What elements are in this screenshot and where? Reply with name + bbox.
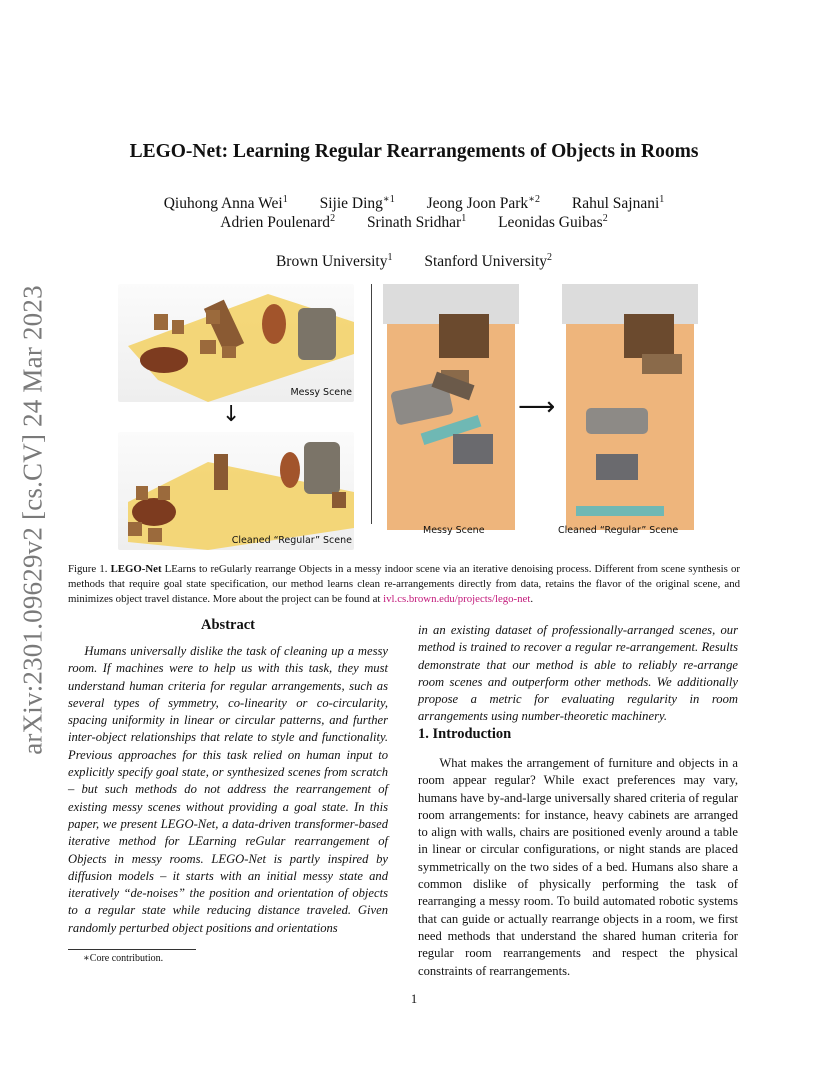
cleaned-scene-3d-render xyxy=(558,284,698,536)
author: Adrien Poulenard$^2$ xyxy=(220,213,336,232)
section-heading: 1. Introduction xyxy=(418,726,512,742)
introduction-text: What makes the arrangement of furniture and objects in a room appear regular? While exact preferences may vary, humans have by-and-large universally shared criteria of regular room arrangements: for instance, heavy cabinets are arranged to align with walls, chairs are positioned evenly around a table in linear or circular configurations, or night stands are placed symmetrically on the two sides of a bed. Humans also share a common dislike of physically performing the task of rearranging a messy room. To build automated robotic systems that can guide or actually rearrange objects in a room, we first need methods that understand the shared human criteria for regular room rearrangements and respect the physical constraints of rearrangements. xyxy=(418,756,738,978)
paper-title: LEGO-Net: Learning Regular Rearrangements of Objects in Rooms xyxy=(129,141,699,162)
figure-divider xyxy=(371,284,372,524)
cleaned-room-illustration xyxy=(562,284,698,532)
author: Srinath Sridhar$^1$ xyxy=(366,213,467,232)
cleaned-scene-label: Cleaned “Regular” Scene xyxy=(558,525,679,536)
footnote-rule xyxy=(68,949,196,950)
figure-1 xyxy=(118,284,712,554)
abstract-heading: Abstract xyxy=(201,617,255,633)
arxiv-identifier: arXiv:2301.09629v2 [cs.CV] 24 Mar 2023 xyxy=(17,285,48,755)
project-link[interactable]: ivl.cs.brown.edu/projects/lego-net xyxy=(383,593,531,605)
messy-scene-label: Messy Scene xyxy=(290,387,352,398)
abstract-text: Humans universally dislike the task of cleaning up a messy room. If machines were to help us with this task, they must understand human criteria for regular arrangements, such as several types of symmetry, co-linearity or co-circularity, spacing uniformity in linear or circular patterns, and further inter-object relationships that relate to style and functionality. Previous approaches for this task relied on human input to explicitly specify goal state, or synthesized scenes from scratch – but such methods do not address the rearrangement of existing messy scenes without providing a goal state. In this paper, we present LEGO-Net, a data-driven transformer-based iterative method for LEarning reGular rearrangement of Objects in messy rooms. LEGO-Net is partly inspired by diffusion models – it starts with an initial messy state and iteratively “de-noises” the position and orientation of objects to a regular state while reducing distance traveled. Given randomly perturbed object positions and orientations xyxy=(68,644,388,935)
abstract-continued: in an existing dataset of professionally-arranged scenes, our method is trained to recover a regular re-arrangement. Results demonstrate that our method is able to reliably re-arrange room scenes and outperform other methods. We additionally propose a metric for evaluating regularity in room arrangements using number-theoretic machinery. xyxy=(418,623,738,724)
cleaned-scene-topdown-render xyxy=(118,432,354,550)
authors-line-2 xyxy=(0,213,828,232)
author: Leonidas Guibas$^2$ xyxy=(498,213,608,232)
messy-scene-label: Messy Scene xyxy=(423,525,485,536)
arxiv-sidebar-stamp xyxy=(17,280,48,760)
cleaned-scene-label: Cleaned “Regular” Scene xyxy=(231,535,352,546)
page-number: 1 xyxy=(410,992,418,1006)
cleaned-scene-illustration xyxy=(118,432,354,550)
footnote: ∗Core contribution. xyxy=(83,953,164,964)
affiliations xyxy=(0,252,828,271)
messy-scene-illustration xyxy=(118,284,354,402)
affiliation: Brown University$^1$ xyxy=(275,252,393,271)
affiliation: Stanford University$^2$ xyxy=(424,252,553,271)
figure-caption: Figure 1. LEGO-Net LEarns to reGularly rearrange Objects in a messy indoor scene via an iterative denoising process. Different from scene synthesis or methods that require goal state specification, our method learns clean re-arrangements directly from data, retains the flavor of the original scene, and minimizes object travel distance. More about the project can be found at ivl.cs.brown.edu/projects/lego-net. xyxy=(68,563,741,605)
author: Qiuhong Anna Wei$^1$ xyxy=(163,194,288,213)
messy-scene-3d-render xyxy=(383,284,519,536)
authors-line-1 xyxy=(0,194,828,213)
messy-room-illustration xyxy=(383,284,519,532)
down-arrow-icon: ↓ xyxy=(222,402,241,427)
author: Sijie Ding$^{∗1}$ xyxy=(319,194,395,213)
author: Rahul Sajnani$^1$ xyxy=(571,194,665,213)
author: Jeong Joon Park$^{∗2}$ xyxy=(426,194,540,213)
right-arrow-icon: ⟶ xyxy=(518,392,556,422)
messy-scene-topdown-render xyxy=(118,284,354,402)
